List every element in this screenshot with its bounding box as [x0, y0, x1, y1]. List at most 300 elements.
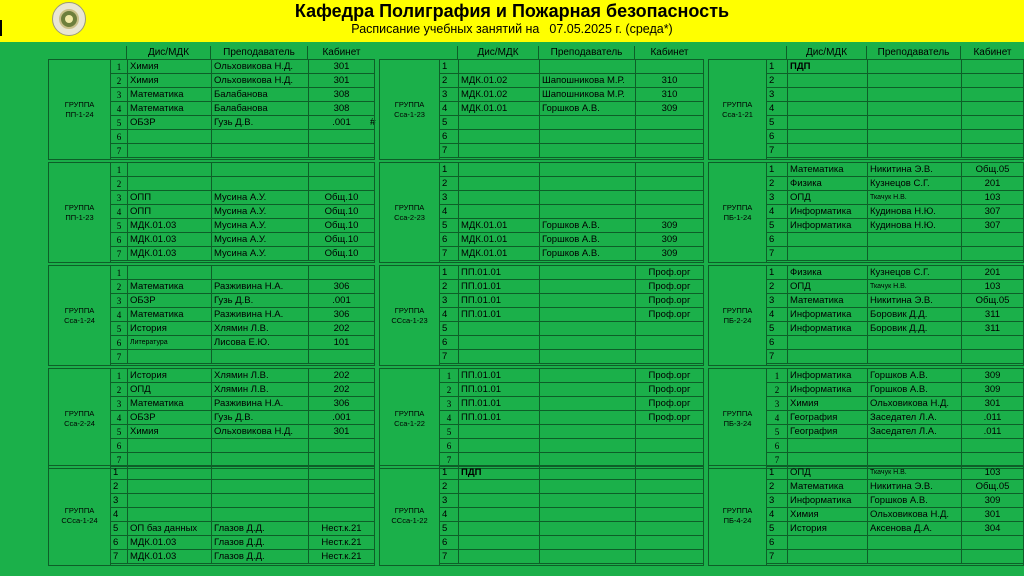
lesson-teacher: Ткачук Н.В. — [867, 191, 961, 205]
lesson-row — [440, 163, 703, 177]
lesson-row — [440, 397, 703, 411]
lesson-number: 4 — [116, 207, 122, 217]
lesson-number: 4 — [446, 413, 452, 423]
lesson-teacher — [211, 350, 308, 364]
lesson-teacher — [539, 116, 635, 130]
lesson-row — [440, 144, 703, 158]
group-word: ГРУППА — [394, 505, 425, 515]
lesson-room: .001 — [308, 294, 374, 308]
lesson-teacher — [539, 294, 635, 308]
lesson-number: 5 — [442, 220, 448, 231]
lesson-number: 6 — [769, 234, 775, 245]
lesson-teacher — [539, 336, 635, 350]
lesson-teacher: Мусина А.У. — [211, 233, 308, 247]
lesson-number: 3 — [442, 89, 448, 100]
lesson-number: 7 — [113, 551, 119, 562]
lesson-room — [635, 466, 703, 480]
lesson-teacher — [867, 247, 961, 261]
lesson-number: 5 — [442, 117, 448, 128]
group-label — [49, 369, 111, 468]
lesson-subject — [458, 130, 539, 144]
lesson-room: 309 — [635, 219, 703, 233]
lesson-teacher: Разживина Н.А. — [211, 397, 308, 411]
lesson-subject: ОПД — [787, 466, 867, 480]
lesson-row — [111, 411, 374, 425]
lesson-room — [635, 522, 703, 536]
lesson-room: Проф.орг — [635, 369, 703, 383]
group-word: ГРУППА — [64, 99, 95, 109]
lesson-subject: ОПП — [127, 205, 211, 219]
lesson-teacher: Шапошникова М.Р. — [539, 74, 635, 88]
lesson-row — [440, 205, 703, 219]
lesson-subject: Математика — [787, 480, 867, 494]
lesson-teacher — [211, 480, 308, 494]
lesson-room — [961, 60, 1023, 74]
lesson-teacher: Балабанова — [211, 102, 308, 116]
lesson-number: 5 — [769, 523, 775, 534]
lesson-number: 1 — [113, 467, 119, 478]
lesson-number: 3 — [769, 295, 775, 306]
lesson-subject — [458, 550, 539, 564]
lesson-subject — [127, 439, 211, 453]
lesson-number: 4 — [442, 509, 448, 520]
lesson-room — [635, 163, 703, 177]
lesson-teacher — [867, 102, 961, 116]
lesson-row — [440, 383, 703, 397]
lesson-teacher — [211, 163, 308, 177]
group-block — [708, 59, 1024, 160]
lesson-number: 6 — [113, 537, 119, 548]
lesson-subject — [127, 266, 211, 280]
lesson-teacher — [867, 88, 961, 102]
lesson-teacher: Гузь Д.В. — [211, 116, 308, 130]
lesson-room — [635, 508, 703, 522]
group-block — [48, 368, 375, 469]
lesson-teacher: Ольховикова Н.Д. — [867, 508, 961, 522]
lesson-room: 309 — [961, 369, 1023, 383]
lesson-number: 4 — [442, 103, 448, 114]
group-label — [709, 369, 767, 468]
lesson-row — [767, 116, 1023, 130]
lesson-teacher: Горшков А.В. — [539, 102, 635, 116]
lesson-number: 4 — [116, 310, 122, 320]
lesson-number: 5 — [116, 221, 122, 231]
lesson-row — [111, 294, 374, 308]
lesson-room: 309 — [961, 383, 1023, 397]
group-label — [380, 163, 440, 262]
lesson-teacher: Заседател Л.А. — [867, 411, 961, 425]
lesson-room — [308, 466, 374, 480]
lesson-teacher: Кудинова Н.Ю. — [867, 219, 961, 233]
lesson-subject — [127, 494, 211, 508]
lesson-room: 202 — [308, 322, 374, 336]
lesson-subject: ОБЗР — [127, 411, 211, 425]
lesson-teacher — [867, 130, 961, 144]
lesson-number: 1 — [116, 165, 122, 175]
lesson-subject: Литература — [127, 336, 211, 350]
lesson-teacher: Глазов Д.Д. — [211, 550, 308, 564]
lesson-subject: МДК.01.01 — [458, 219, 539, 233]
lesson-row — [440, 130, 703, 144]
lesson-number: 7 — [116, 352, 122, 362]
lesson-row — [440, 102, 703, 116]
lesson-row — [440, 369, 703, 383]
lesson-subject — [458, 350, 539, 364]
lesson-row — [111, 247, 374, 261]
lesson-row — [111, 397, 374, 411]
lesson-room — [961, 439, 1023, 453]
group-word: ГРУППА — [722, 99, 753, 109]
lesson-row — [440, 336, 703, 350]
lesson-subject: МДК.01.03 — [127, 233, 211, 247]
lesson-number: 4 — [769, 509, 775, 520]
group-word: ГРУППА — [394, 408, 425, 418]
lesson-row — [440, 466, 703, 480]
lesson-teacher — [867, 74, 961, 88]
group-label — [380, 266, 440, 365]
lesson-number: 1 — [116, 62, 122, 72]
lesson-room — [635, 205, 703, 219]
lesson-row — [111, 280, 374, 294]
lesson-room — [635, 177, 703, 191]
lesson-row — [767, 144, 1023, 158]
lesson-number: 3 — [774, 399, 780, 409]
lesson-teacher — [867, 336, 961, 350]
lesson-row — [767, 411, 1023, 425]
group-block — [708, 162, 1024, 263]
lesson-teacher — [539, 522, 635, 536]
lesson-row — [111, 336, 374, 350]
lesson-room — [961, 116, 1023, 130]
lesson-number: 6 — [116, 235, 122, 245]
lesson-subject — [787, 144, 867, 158]
lesson-subject: Информатика — [787, 494, 867, 508]
lesson-row — [440, 247, 703, 261]
lesson-subject: ОПП — [127, 191, 211, 205]
lesson-number: 3 — [116, 90, 122, 100]
lesson-teacher — [211, 466, 308, 480]
lesson-room — [308, 144, 374, 158]
lesson-subject: МДК.01.01 — [458, 233, 539, 247]
lesson-subject: Физика — [787, 177, 867, 191]
lesson-teacher — [539, 383, 635, 397]
lesson-row — [767, 322, 1023, 336]
group-code: ССса-1-24 — [61, 515, 98, 525]
lesson-number: 3 — [116, 296, 122, 306]
lesson-row — [767, 522, 1023, 536]
group-block — [48, 59, 375, 160]
lesson-room: Проф.орг — [635, 383, 703, 397]
lesson-teacher — [867, 233, 961, 247]
lesson-room — [635, 350, 703, 364]
lesson-room — [308, 480, 374, 494]
lesson-room — [635, 439, 703, 453]
lesson-number: 3 — [116, 193, 122, 203]
lesson-subject — [787, 247, 867, 261]
lesson-teacher — [539, 177, 635, 191]
lesson-room — [308, 350, 374, 364]
lesson-subject: ПП.01.01 — [458, 266, 539, 280]
lesson-teacher — [867, 60, 961, 74]
lesson-teacher — [539, 508, 635, 522]
lesson-teacher — [867, 116, 961, 130]
column-header-teacher: Преподаватель — [538, 46, 634, 59]
page-title: Кафедра Полиграфия и Пожарная безопасность — [294, 1, 730, 21]
lesson-row — [767, 508, 1023, 522]
lesson-number: 4 — [442, 206, 448, 217]
lesson-number: 6 — [116, 441, 122, 451]
lesson-number: 7 — [446, 455, 452, 465]
lesson-subject: Химия — [127, 425, 211, 439]
lesson-row — [111, 116, 374, 130]
lesson-room: 201 — [961, 266, 1023, 280]
lesson-row — [111, 102, 374, 116]
lesson-room: Общ.05 — [961, 480, 1023, 494]
lesson-teacher: Никитина Э.В. — [867, 480, 961, 494]
lesson-teacher: Разживина Н.А. — [211, 280, 308, 294]
lesson-subject — [787, 550, 867, 564]
lesson-room: 201 — [961, 177, 1023, 191]
lesson-room — [635, 191, 703, 205]
lesson-room — [635, 322, 703, 336]
lesson-subject — [787, 116, 867, 130]
group-code: ПБ-4-24 — [723, 515, 752, 525]
lesson-teacher: Горшков А.В. — [867, 369, 961, 383]
lesson-teacher — [539, 466, 635, 480]
lesson-room — [961, 74, 1023, 88]
lesson-teacher: Хлямин Л.В. — [211, 322, 308, 336]
lesson-row — [440, 233, 703, 247]
lesson-number: 6 — [446, 441, 452, 451]
lesson-teacher — [539, 439, 635, 453]
lesson-subject — [458, 508, 539, 522]
lesson-room: 301 — [961, 397, 1023, 411]
lesson-teacher: Боровик Д.Д. — [867, 322, 961, 336]
lesson-teacher — [867, 350, 961, 364]
lesson-number: 6 — [116, 132, 122, 142]
lesson-room: .011 — [961, 425, 1023, 439]
group-block — [48, 465, 375, 566]
lesson-room: 311 — [961, 308, 1023, 322]
lesson-subject — [458, 144, 539, 158]
lesson-subject — [127, 130, 211, 144]
lesson-row — [111, 88, 374, 102]
lesson-subject — [458, 163, 539, 177]
group-code: Сса-2-24 — [64, 418, 95, 428]
lesson-room: 307 — [961, 205, 1023, 219]
lesson-teacher — [539, 550, 635, 564]
lesson-subject: Математика — [127, 397, 211, 411]
lesson-teacher: Глазов Д.Д. — [211, 522, 308, 536]
lesson-row — [440, 219, 703, 233]
group-code: ССса-1-22 — [391, 515, 428, 525]
lesson-subject: МДК.01.03 — [127, 247, 211, 261]
group-code: Сса-1-22 — [394, 418, 425, 428]
lesson-row — [440, 294, 703, 308]
lesson-teacher: Боровик Д.Д. — [867, 308, 961, 322]
lesson-row — [440, 494, 703, 508]
lesson-subject: Химия — [127, 60, 211, 74]
lesson-row — [767, 88, 1023, 102]
lesson-subject: ОПД — [787, 191, 867, 205]
lesson-number: 2 — [442, 481, 448, 492]
lesson-number: 6 — [442, 234, 448, 245]
lesson-room — [961, 102, 1023, 116]
lesson-subject: История — [787, 522, 867, 536]
lesson-subject — [127, 144, 211, 158]
group-code: ПБ-2-24 — [723, 315, 752, 325]
lesson-row — [111, 191, 374, 205]
lesson-teacher: Мусина А.У. — [211, 247, 308, 261]
lesson-subject — [127, 177, 211, 191]
lesson-subject: Математика — [127, 102, 211, 116]
lesson-row — [767, 425, 1023, 439]
lesson-number: 6 — [442, 131, 448, 142]
lesson-number: 2 — [769, 178, 775, 189]
lesson-room: Нест.к.21 — [308, 536, 374, 550]
subtitle-text: Расписание учебных занятий на — [351, 22, 540, 36]
lesson-room: 308 — [308, 88, 374, 102]
stray-mark: # — [370, 117, 376, 128]
lesson-number: 4 — [442, 309, 448, 320]
group-word: ГРУППА — [394, 202, 425, 212]
lesson-row — [767, 294, 1023, 308]
lesson-teacher: Лисова Е.Ю. — [211, 336, 308, 350]
lesson-room: 301 — [308, 425, 374, 439]
lesson-number: 3 — [113, 495, 119, 506]
lesson-teacher — [867, 144, 961, 158]
group-block — [379, 59, 704, 160]
lesson-row — [767, 336, 1023, 350]
lesson-row — [111, 177, 374, 191]
lesson-number: 6 — [116, 338, 122, 348]
lesson-teacher: Балабанова — [211, 88, 308, 102]
lesson-room: Проф.орг — [635, 397, 703, 411]
lesson-row — [767, 383, 1023, 397]
lesson-room: Проф.орг — [635, 280, 703, 294]
lesson-room — [961, 233, 1023, 247]
lesson-subject: МДК.01.03 — [127, 536, 211, 550]
lesson-row — [111, 480, 374, 494]
lesson-room — [635, 425, 703, 439]
lesson-room: Общ.05 — [961, 294, 1023, 308]
lesson-number: 2 — [116, 76, 122, 86]
lesson-room: .001 — [308, 411, 374, 425]
lesson-teacher — [539, 308, 635, 322]
group-label — [380, 369, 440, 468]
lesson-number: 7 — [769, 551, 775, 562]
lesson-subject: История — [127, 369, 211, 383]
group-word: ГРУППА — [394, 99, 425, 109]
lesson-number: 4 — [116, 104, 122, 114]
lesson-row — [767, 550, 1023, 564]
lesson-subject: Математика — [787, 163, 867, 177]
lesson-number: 2 — [446, 385, 452, 395]
lesson-room: .011 — [961, 411, 1023, 425]
lesson-room: 311 — [961, 322, 1023, 336]
group-block — [379, 265, 704, 366]
lesson-room: 306 — [308, 280, 374, 294]
lesson-subject: Химия — [787, 397, 867, 411]
lesson-subject — [127, 480, 211, 494]
lesson-row — [111, 219, 374, 233]
lesson-number: 6 — [774, 441, 780, 451]
lesson-number: 7 — [442, 551, 448, 562]
group-label — [49, 163, 111, 262]
lesson-teacher: Кузнецов С.Г. — [867, 266, 961, 280]
lesson-teacher: Ткачук Н.В. — [867, 280, 961, 294]
group-code: Сса-1-21 — [722, 109, 753, 119]
group-block — [708, 368, 1024, 469]
lesson-row — [767, 480, 1023, 494]
lesson-subject — [127, 163, 211, 177]
lesson-number: 2 — [774, 385, 780, 395]
lesson-number: 3 — [769, 192, 775, 203]
lesson-teacher — [539, 397, 635, 411]
lesson-teacher — [867, 439, 961, 453]
lesson-row — [440, 116, 703, 130]
lesson-subject: ПП.01.01 — [458, 280, 539, 294]
lesson-number: 7 — [769, 248, 775, 259]
lesson-subject: МДК.01.02 — [458, 74, 539, 88]
lesson-row — [767, 350, 1023, 364]
lesson-subject — [787, 74, 867, 88]
lesson-row — [111, 536, 374, 550]
group-label — [49, 60, 111, 159]
lesson-number: 5 — [116, 324, 122, 334]
group-block — [379, 465, 704, 566]
lesson-row — [767, 247, 1023, 261]
lesson-number: 1 — [769, 61, 775, 72]
lesson-room: 307 — [961, 219, 1023, 233]
lesson-room: 301 — [308, 60, 374, 74]
group-label — [709, 163, 767, 262]
lesson-subject — [458, 425, 539, 439]
lesson-number: 1 — [774, 371, 780, 381]
group-block — [48, 265, 375, 366]
lesson-teacher — [539, 130, 635, 144]
lesson-teacher — [539, 280, 635, 294]
lesson-row — [767, 219, 1023, 233]
lesson-row — [440, 439, 703, 453]
lesson-subject: Математика — [127, 88, 211, 102]
lesson-number: 4 — [774, 413, 780, 423]
lesson-teacher: Никитина Э.В. — [867, 294, 961, 308]
lesson-room: Общ.10 — [308, 233, 374, 247]
lesson-room — [961, 336, 1023, 350]
lesson-subject: ОПД — [787, 280, 867, 294]
lesson-teacher — [211, 266, 308, 280]
lesson-teacher: Разживина Н.А. — [211, 308, 308, 322]
group-code: ССса-1-23 — [391, 315, 428, 325]
lesson-number: 2 — [769, 75, 775, 86]
lesson-teacher: Ольховикова Н.Д. — [211, 60, 308, 74]
lesson-teacher: Ольховикова Н.Д. — [211, 74, 308, 88]
lesson-teacher: Горшков А.В. — [539, 247, 635, 261]
lesson-number: 5 — [774, 427, 780, 437]
lesson-row — [111, 494, 374, 508]
lesson-teacher — [539, 144, 635, 158]
lesson-teacher — [539, 425, 635, 439]
lesson-number: 3 — [769, 89, 775, 100]
lesson-number: 5 — [116, 427, 122, 437]
group-word: ГРУППА — [722, 408, 753, 418]
group-word: ГРУППА — [64, 202, 95, 212]
lesson-row — [440, 522, 703, 536]
group-label — [49, 466, 111, 565]
lesson-subject: География — [787, 425, 867, 439]
lesson-subject: Математика — [127, 280, 211, 294]
